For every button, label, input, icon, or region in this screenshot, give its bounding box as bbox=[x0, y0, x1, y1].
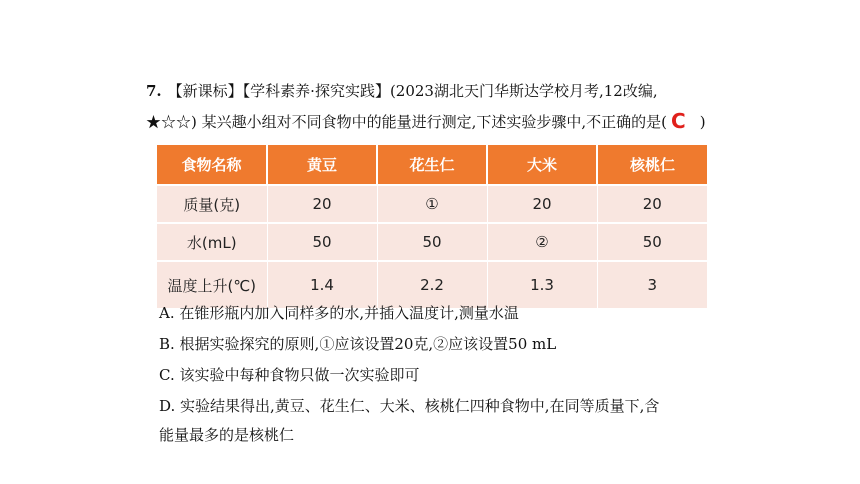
question-source: 【新课标】【学科素养·探究实践】(2023湖北天门华斯达学校月考,12改编, bbox=[167, 82, 658, 100]
table-cell: ② bbox=[487, 223, 597, 261]
table-cell: 20 bbox=[487, 185, 597, 223]
table-cell: 1.3 bbox=[487, 261, 597, 308]
header-food-name: 食物名称 bbox=[157, 145, 267, 185]
header-peanut: 花生仁 bbox=[377, 145, 487, 185]
table-cell: 20 bbox=[597, 185, 707, 223]
table-cell: 20 bbox=[267, 185, 377, 223]
question-number: 7. bbox=[146, 82, 162, 100]
table-cell: 1.4 bbox=[267, 261, 377, 308]
question-stem: ★☆☆) 某兴趣小组对不同食物中的能量进行测定,下述实验步骤中,不正确的是( bbox=[146, 113, 668, 131]
header-rice: 大米 bbox=[487, 145, 597, 185]
header-soybean: 黄豆 bbox=[267, 145, 377, 185]
table-header-row bbox=[157, 145, 707, 185]
table-cell: ① bbox=[377, 185, 487, 223]
question-stem-end: ) bbox=[699, 113, 706, 131]
table-cell: 3 bbox=[597, 261, 707, 308]
answer-mark: C bbox=[671, 109, 686, 133]
table-cell: 2.2 bbox=[377, 261, 487, 308]
table-row bbox=[157, 185, 707, 223]
table-cell: 50 bbox=[377, 223, 487, 261]
table-row bbox=[157, 223, 707, 261]
table-cell: 50 bbox=[267, 223, 377, 261]
row-label-mass: 质量(克) bbox=[157, 185, 267, 223]
experiment-table bbox=[157, 145, 707, 308]
question-line-1 bbox=[146, 80, 658, 102]
option-b: B. 根据实验探究的原则,①应该设置20克,②应该设置50 mL bbox=[159, 335, 557, 353]
question-line-2 bbox=[146, 110, 706, 133]
option-a: A. 在锥形瓶内加入同样多的水,并插入温度计,测量水温 bbox=[159, 304, 519, 322]
row-label-water: 水(mL) bbox=[157, 223, 267, 261]
option-d: D. 实验结果得出,黄豆、花生仁、大米、核桃仁四种食物中,在同等质量下,含 bbox=[159, 397, 660, 415]
option-d-continued: 能量最多的是核桃仁 bbox=[159, 426, 295, 444]
option-c: C. 该实验中每种食物只做一次实验即可 bbox=[159, 366, 420, 384]
header-walnut: 核桃仁 bbox=[597, 145, 707, 185]
row-label-temperature: 温度上升(℃) bbox=[157, 261, 267, 308]
table-cell: 50 bbox=[597, 223, 707, 261]
table-row bbox=[157, 261, 707, 308]
